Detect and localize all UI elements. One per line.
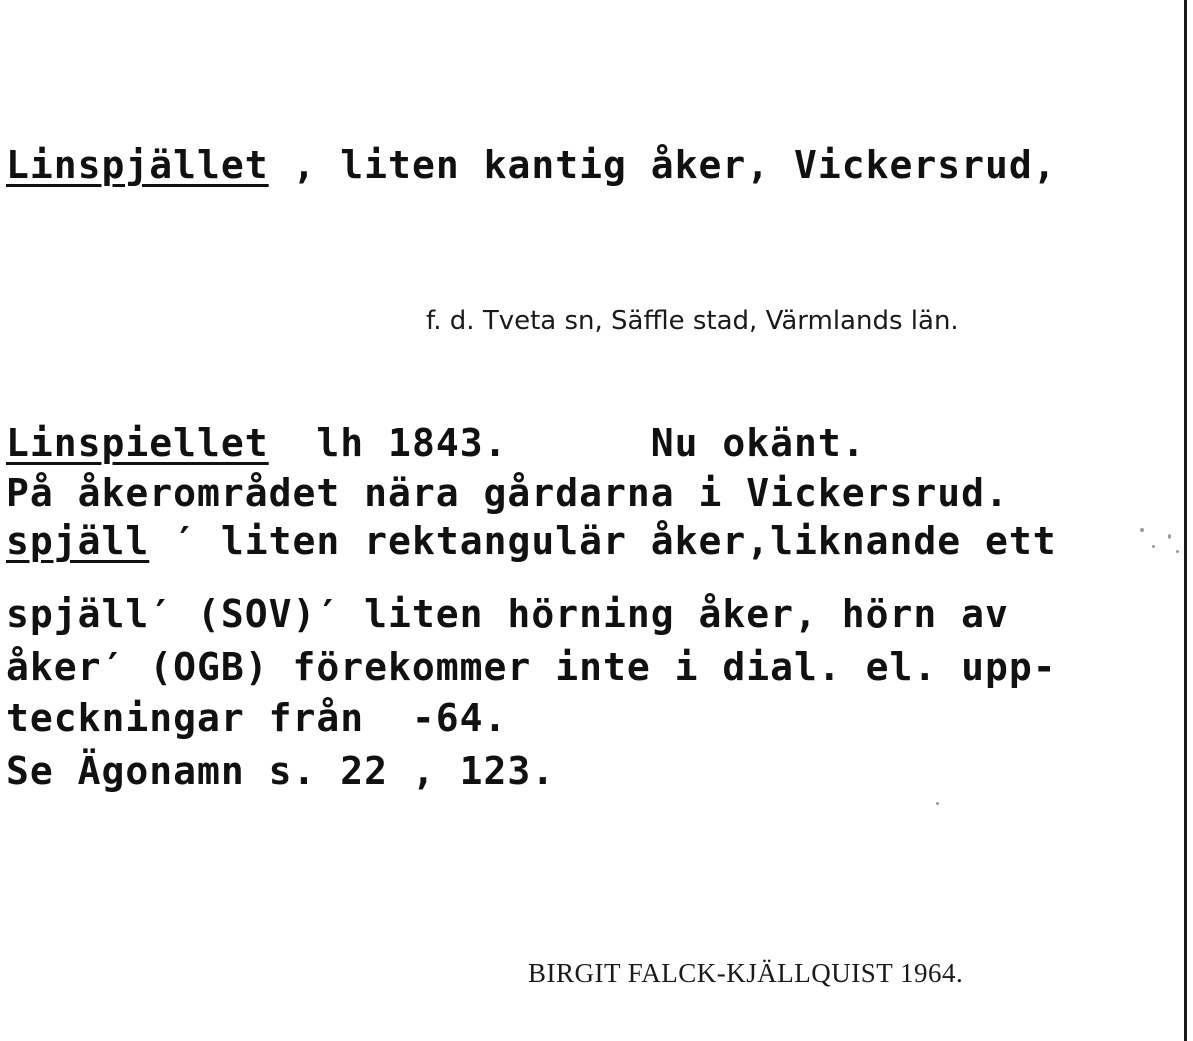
entry-line-3-rest: ′ liten rektangulär åker,liknande ett	[149, 519, 1057, 563]
entry-line-4: spjäll′ (SOV)′ liten hörning åker, hörn av	[6, 592, 1009, 636]
scan-speck	[1140, 528, 1144, 532]
entry-term: spjäll	[6, 519, 150, 563]
entry-line-1	[6, 421, 866, 465]
scan-speck	[936, 802, 939, 805]
entry-line-1-rest: lh 1843. Nu okänt.	[268, 421, 866, 465]
location-line: f. d. Tveta sn, Säffle stad, Värmlands län.	[426, 306, 959, 336]
entry-historic-form: Linspiellet	[6, 421, 269, 465]
entry-line-7: Se Ägonamn s. 22 , 123.	[6, 749, 556, 793]
entry-line-6: teckningar från -64.	[6, 696, 508, 740]
header-line	[6, 143, 1057, 187]
scan-speck	[1168, 534, 1171, 539]
header-description: , liten kantig åker, Vickersrud,	[268, 143, 1057, 187]
header-place-name: Linspjället	[6, 143, 269, 187]
entry-line-2: På åkerområdet nära gårdarna i Vickersrud.	[6, 471, 1009, 515]
entry-line-5: åker′ (OGB) förekommer inte i dial. el. upp-	[6, 645, 1057, 689]
author-signature: BIRGIT FALCK-KJÄLLQUIST 1964.	[528, 958, 964, 988]
card-edge-line	[1184, 0, 1187, 1041]
entry-line-3	[6, 519, 1057, 563]
scan-speck	[1176, 550, 1179, 553]
scan-speck	[1152, 545, 1155, 548]
